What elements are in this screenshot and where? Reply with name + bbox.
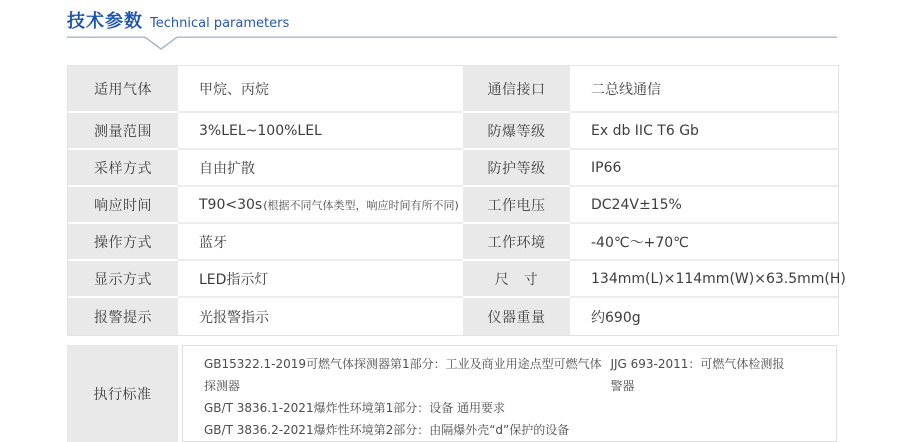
param-value-text: 自由扩散 [199, 160, 255, 177]
param-label: 工作电压 [463, 187, 570, 224]
param-label: 防爆等级 [463, 113, 570, 150]
param-value [570, 224, 838, 261]
table-row [68, 298, 838, 335]
standard-gbt38361: GB/T 3836.1-2021爆炸性环境第1部分：设备 通用要求 [204, 401, 506, 415]
param-value-text: T90<30s [199, 196, 263, 213]
param-value-text: DC24V±15% [591, 196, 682, 213]
param-label: 采样方式 [68, 150, 178, 187]
param-label: 通信接口 [463, 66, 570, 113]
param-value-text: 光报警指示 [199, 309, 269, 326]
param-value [178, 113, 463, 150]
param-value [178, 150, 463, 187]
standards-line-2 [204, 397, 836, 419]
param-value-note: (根据不同气体类型，响应时间有所不同) [263, 198, 459, 212]
param-value-text: 二总线通信 [591, 81, 661, 98]
param-label: 工作环境 [463, 224, 570, 261]
param-value [570, 261, 846, 298]
table-row [68, 66, 838, 113]
standard-jjg: JJG 693-2011：可燃气体检测报警器 [610, 357, 785, 393]
param-label: 防护等级 [463, 150, 570, 187]
param-value [178, 187, 463, 224]
param-value-text: 约690g [591, 309, 641, 326]
param-value [178, 261, 463, 298]
standards-line-1 [204, 353, 836, 397]
param-value [178, 66, 463, 113]
param-label: 报警提示 [68, 298, 178, 335]
param-value-text: 甲烷、丙烷 [199, 81, 269, 98]
standards-content [182, 345, 837, 442]
param-value-text: LED指示灯 [199, 271, 269, 288]
param-value-text: 134mm(L)×114mm(W)×63.5mm(H) [591, 270, 846, 287]
section-header [0, 0, 900, 33]
standards-label: 执行标准 [67, 345, 178, 442]
param-value-text: Ex db IIC T6 Gb [591, 122, 699, 139]
param-value-text: IP66 [591, 159, 622, 176]
param-value [178, 224, 463, 261]
table-row [68, 261, 846, 298]
header-rule-chevron [67, 36, 838, 52]
table-row [68, 113, 838, 150]
param-value [570, 298, 838, 335]
standard-gbt38362: GB/T 3836.2-2021爆炸性环境第2部分：由隔爆外壳“d”保护的设备 [204, 423, 570, 437]
standards-line-3 [204, 419, 836, 441]
param-value-text: -40℃～+70℃ [591, 234, 689, 251]
param-value [570, 113, 838, 150]
param-label: 测量范围 [68, 113, 178, 150]
param-label: 显示方式 [68, 261, 178, 298]
param-label: 适用气体 [68, 66, 178, 113]
param-value [570, 66, 838, 113]
title-english: Technical parameters [150, 16, 290, 31]
param-value-text: 蓝牙 [199, 234, 227, 251]
table-row [68, 224, 838, 261]
param-label: 仪器重量 [463, 298, 570, 335]
param-value [178, 298, 463, 335]
parameters-table [67, 65, 846, 336]
title-chinese: 技术参数 [67, 11, 143, 32]
standard-gb15322: GB15322.1-2019可燃气体探测器第1部分：工业及商业用途点型可燃气体探测器 [204, 357, 602, 393]
param-value [570, 187, 838, 224]
section-title [67, 7, 900, 33]
param-value [570, 150, 838, 187]
param-label: 响应时间 [68, 187, 178, 224]
standards-block [67, 345, 837, 437]
param-label: 操作方式 [68, 224, 178, 261]
param-label: 尺 寸 [463, 261, 570, 298]
table-row [68, 150, 838, 187]
param-value-text: 3%LEL~100%LEL [199, 122, 322, 139]
table-row [68, 187, 838, 224]
